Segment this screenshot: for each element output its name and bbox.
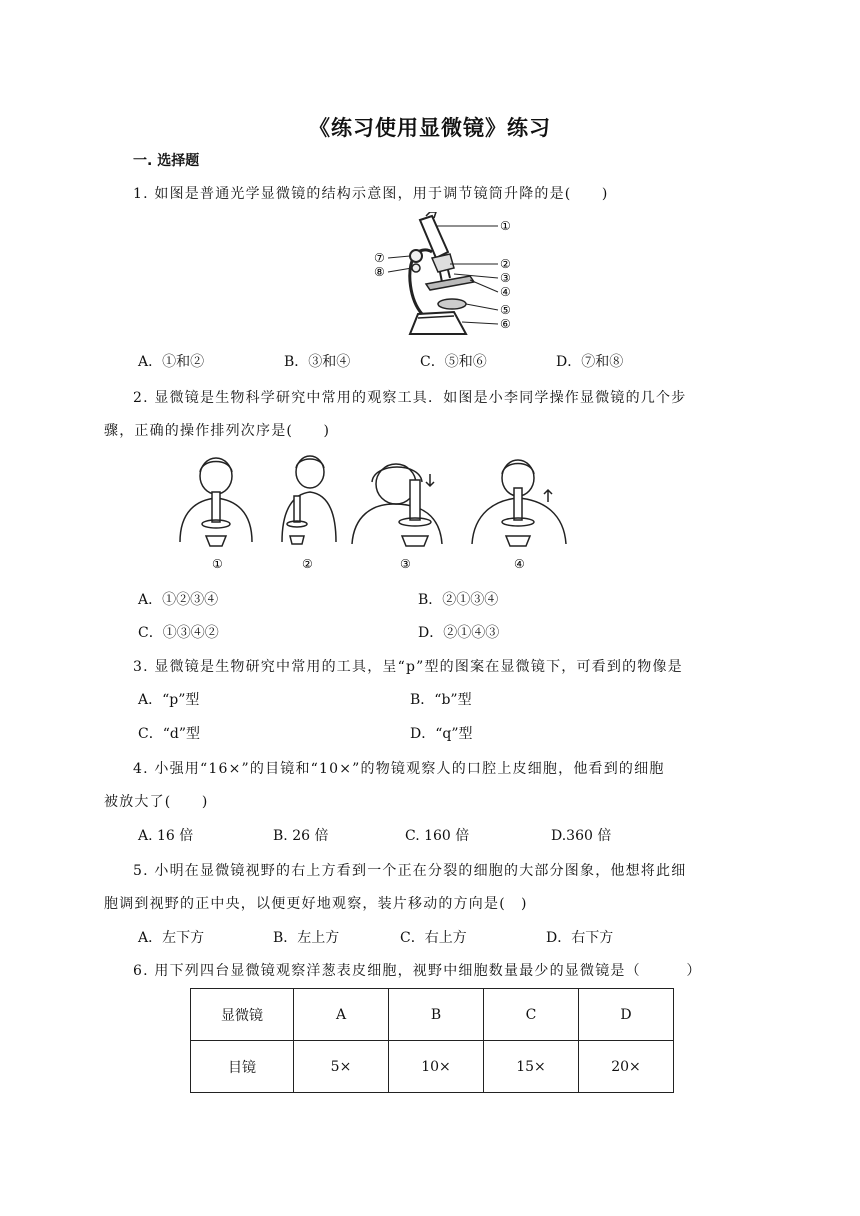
question-5-stem-line1: 5. 小明在显微镜视野的右上方看到一个正在分裂的细胞的大部分图象，他想将此细	[133, 863, 687, 879]
table-row	[191, 989, 674, 1041]
q2-option-c: C．①③④②	[138, 625, 219, 641]
table-cell: B	[389, 989, 484, 1041]
q3-option-b: B．“b”型	[410, 692, 472, 708]
q4-option-b: B. 26 倍	[273, 828, 329, 844]
section-heading: 一. 选择题	[133, 153, 200, 169]
step-2-figure	[282, 456, 336, 544]
q1-option-d: D．⑦和⑧	[556, 354, 624, 370]
table-cell: 20×	[579, 1041, 674, 1093]
table-cell: 显微镜	[191, 989, 294, 1041]
q2-option-a: A．①②③④	[138, 592, 219, 608]
q3-option-a: A．“p”型	[138, 692, 200, 708]
table-row	[191, 1041, 674, 1093]
question-5-stem-line2: 胞调到视野的正中央，以便更好地观察，装片移动的方向是( )	[104, 896, 528, 912]
label-2: ②	[500, 257, 511, 271]
table-cell: D	[579, 989, 674, 1041]
step-label-4: ④	[514, 557, 525, 571]
q4-option-a: A. 16 倍	[138, 828, 194, 844]
label-7: ⑦	[374, 251, 385, 265]
label-6: ⑥	[500, 317, 511, 331]
microscope-table	[190, 988, 674, 1093]
step-label-2: ②	[302, 557, 313, 571]
q1-option-b: B．③和④	[284, 354, 351, 370]
q3-option-c: C．“d”型	[138, 726, 200, 742]
label-1: ①	[500, 219, 511, 233]
label-8: ⑧	[374, 265, 385, 279]
label-5: ⑤	[500, 303, 511, 317]
question-3-stem: 3. 显微镜是生物研究中常用的工具，呈“p”型的图案在显微镜下，可看到的物像是	[133, 659, 683, 675]
question-1-stem: 1. 如图是普通光学显微镜的结构示意图，用于调节镜筒升降的是( )	[133, 186, 609, 202]
microscope-diagram	[370, 212, 520, 344]
q5-option-d: D．右下方	[546, 930, 614, 946]
table-cell: 10×	[389, 1041, 484, 1093]
table-cell: 5×	[294, 1041, 389, 1093]
step-1-figure	[180, 458, 252, 546]
q5-option-b: B．左上方	[273, 930, 340, 946]
question-4-stem-line2: 被放大了( )	[104, 794, 209, 810]
q3-option-d: D．“q”型	[410, 726, 473, 742]
step-3-figure	[352, 464, 442, 546]
step-label-3: ③	[400, 557, 411, 571]
q2-option-b: B．②①③④	[418, 592, 499, 608]
q4-option-c: C. 160 倍	[405, 828, 470, 844]
label-4: ④	[500, 285, 511, 299]
question-2-stem-line2: 骤，正确的操作排列次序是( )	[104, 423, 331, 439]
label-3: ③	[500, 271, 511, 285]
step-label-1: ①	[212, 557, 223, 571]
table-cell: 目镜	[191, 1041, 294, 1093]
table-cell: A	[294, 989, 389, 1041]
table-cell: C	[484, 989, 579, 1041]
q5-option-a: A．左下方	[138, 930, 205, 946]
q2-option-d: D．②①④③	[418, 625, 500, 641]
q5-option-c: C．右上方	[400, 930, 467, 946]
operation-steps-figure	[172, 452, 592, 576]
q4-option-d: D.360 倍	[551, 828, 612, 844]
step-4-figure	[472, 460, 566, 546]
q1-option-a: A．①和②	[138, 354, 205, 370]
question-2-stem-line1: 2. 显微镜是生物科学研究中常用的观察工具．如图是小李同学操作显微镜的几个步	[133, 390, 687, 406]
q1-option-c: C．⑤和⑥	[420, 354, 487, 370]
question-6-stem: 6. 用下列四台显微镜观察洋葱表皮细胞，视野中细胞数量最少的显微镜是（ ）	[133, 963, 702, 979]
table-cell: 15×	[484, 1041, 579, 1093]
question-4-stem-line1: 4. 小强用“16×”的目镜和“10×”的物镜观察人的口腔上皮细胞，他看到的细胞	[133, 761, 665, 777]
page-title: 《练习使用显微镜》练习	[309, 116, 551, 140]
